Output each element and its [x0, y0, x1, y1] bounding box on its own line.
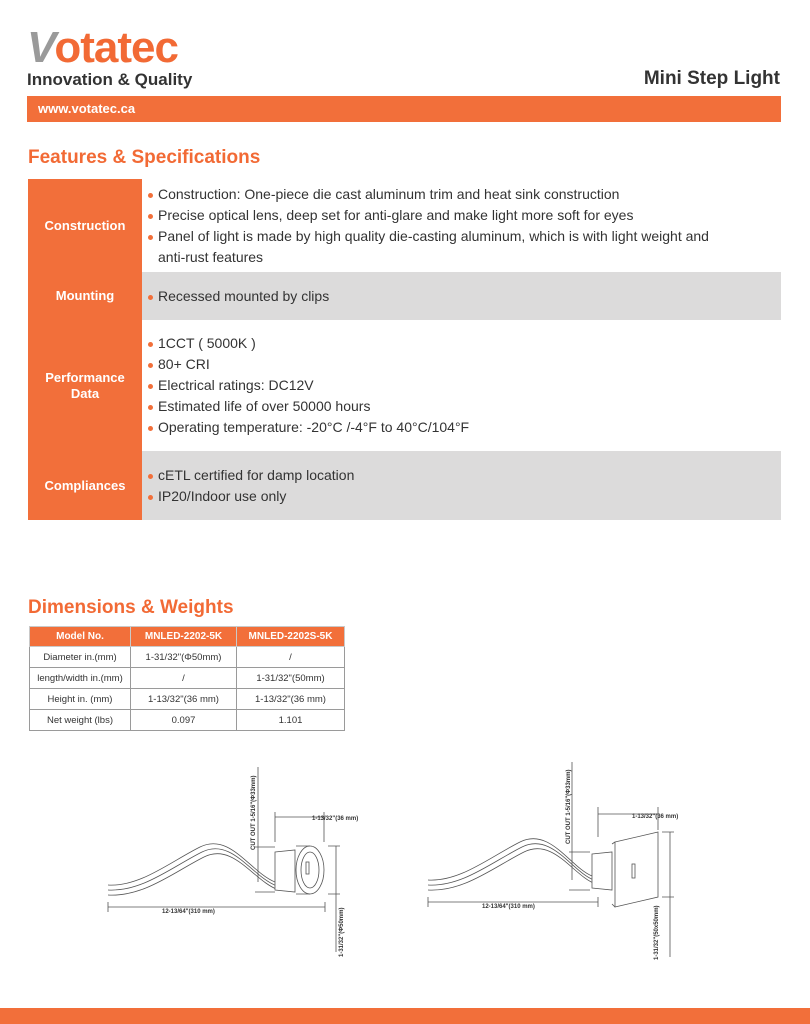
table-header-cell: Model No.	[30, 627, 131, 647]
cable-line	[108, 854, 279, 895]
table-cell: Diameter in.(mm)	[30, 647, 131, 668]
spec-item-continued: anti-rust features	[158, 248, 264, 265]
features-title: Features & Specifications	[28, 147, 261, 168]
table-row	[30, 689, 345, 710]
square-fixture-drawing	[420, 752, 700, 967]
size-label: 1-31/32"(50x50mm)	[654, 905, 660, 960]
dimensions-title: Dimensions & Weights	[28, 597, 234, 618]
spec-label: Mounting	[28, 272, 142, 320]
fixture-body	[275, 850, 295, 892]
depth-label: 1-13/32"(36 mm)	[632, 814, 679, 820]
bullet-icon	[148, 384, 153, 389]
bullet-icon	[148, 426, 153, 431]
bullet-icon	[148, 363, 153, 368]
cutout-label: CUT OUT 1-5/16"(Φ33mm)	[566, 769, 572, 844]
spec-body	[142, 179, 781, 272]
product-name: Mini Step Light	[643, 68, 780, 89]
cable-line	[108, 849, 277, 890]
spec-row-construction	[28, 179, 781, 272]
logo-wordmark: otatec	[54, 23, 178, 72]
depth-label: 1-13/32"(36 mm)	[312, 816, 359, 822]
bullet-icon	[148, 295, 153, 300]
bullet-icon	[148, 405, 153, 410]
spec-label: Construction	[28, 179, 142, 272]
logo-v-mark: V	[27, 23, 55, 72]
spec-table	[28, 179, 781, 520]
spec-item: Estimated life of over 50000 hours	[148, 396, 781, 417]
votatec-logo	[27, 23, 178, 72]
spec-item: Operating temperature: -20°C /-4°F to 40°C/104°F	[148, 417, 781, 438]
bullet-icon	[148, 235, 153, 240]
spec-row-mounting	[28, 272, 781, 320]
url-bar	[27, 96, 781, 122]
tagline: Innovation & Quality	[27, 70, 193, 89]
cable-line	[428, 849, 596, 890]
table-cell: Height in. (mm)	[30, 689, 131, 710]
spec-item: 1CCT ( 5000K )	[148, 333, 781, 354]
spec-body	[142, 451, 781, 520]
size-label: 1-31/32"(Φ50mm)	[339, 907, 345, 957]
spec-item: IP20/Indoor use only	[148, 486, 781, 507]
fixture-trim	[296, 846, 324, 894]
table-cell: 1-31/32"(50mm)	[237, 668, 345, 689]
table-cell: 0.097	[131, 710, 237, 731]
table-row	[30, 647, 345, 668]
dim-size-line	[662, 832, 674, 957]
table-row	[30, 668, 345, 689]
table-cell: /	[237, 647, 345, 668]
table-cell: Net weight (lbs)	[30, 710, 131, 731]
dim-cable-line	[108, 902, 325, 912]
table-row	[30, 710, 345, 731]
bullet-icon	[148, 474, 153, 479]
website-link[interactable]: www.votatec.ca	[38, 101, 136, 116]
table-cell: 1-13/32"(36 mm)	[131, 689, 237, 710]
table-cell: 1-31/32"(Φ50mm)	[131, 647, 237, 668]
cutout-label: CUT OUT 1-5/16"(Φ33mm)	[251, 775, 257, 850]
fixture-body	[592, 852, 612, 890]
spec-label: Compliances	[28, 451, 142, 520]
spec-body	[142, 320, 781, 451]
table-cell: length/width in.(mm)	[30, 668, 131, 689]
bullet-icon	[148, 342, 153, 347]
table-cell: 1.101	[237, 710, 345, 731]
spec-item: Construction: One-piece die cast aluminum trim and heat sink construction	[148, 184, 781, 205]
spec-item: Electrical ratings: DC12V	[148, 375, 781, 396]
table-header-row	[30, 627, 345, 647]
spec-item: 80+ CRI	[148, 354, 781, 375]
table-cell: /	[131, 668, 237, 689]
spec-body	[142, 272, 781, 320]
bullet-icon	[148, 214, 153, 219]
table-header-cell: MNLED-2202-5K	[131, 627, 237, 647]
bullet-icon	[148, 193, 153, 198]
cable-label: 12-13/64"(310 mm)	[482, 904, 535, 910]
footer-bar	[0, 1008, 810, 1024]
bullet-icon	[148, 495, 153, 500]
spec-item: Precise optical lens, deep set for anti-glare and make light more soft for eyes	[148, 205, 781, 226]
dim-depth-line	[598, 807, 658, 837]
table-header-cell: MNLED-2202S-5K	[237, 627, 345, 647]
cable-line	[108, 844, 275, 885]
spec-label: Performance Data	[28, 320, 142, 451]
spec-row-performance	[28, 320, 781, 451]
dimensions-table	[29, 626, 345, 731]
round-fixture-drawing	[100, 752, 370, 967]
fixture-plate	[615, 832, 658, 907]
spec-item: Recessed mounted by clips	[148, 286, 781, 307]
cable-label: 12-13/64"(310 mm)	[162, 909, 215, 915]
spec-item: Panel of light is made by high quality die-casting aluminum, which is with light weight and	[148, 226, 781, 247]
spec-item: cETL certified for damp location	[148, 465, 781, 486]
spec-row-compliances	[28, 451, 781, 520]
table-cell: 1-13/32"(36 mm)	[237, 689, 345, 710]
